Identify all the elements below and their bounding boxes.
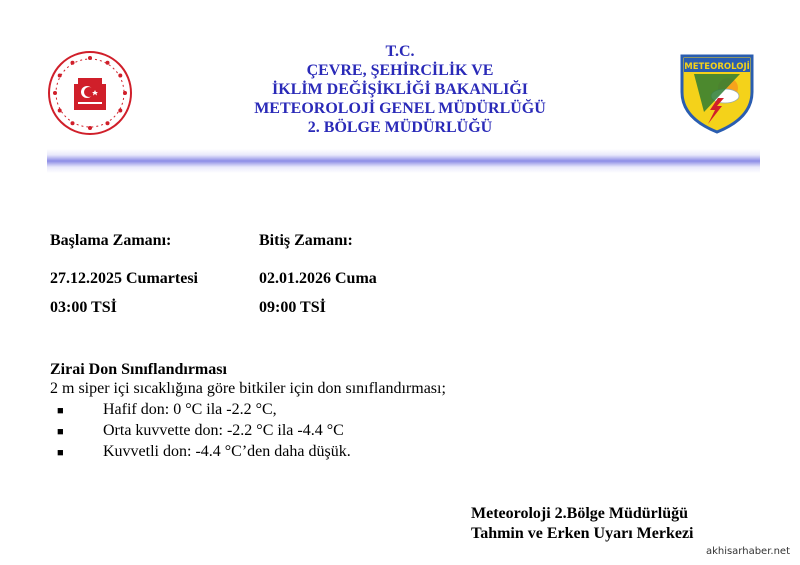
bullet-icon: ■ bbox=[57, 447, 64, 459]
meteoroloji-logo-text: METEOROLOJİ bbox=[684, 62, 750, 72]
start-time-label: Başlama Zamanı: bbox=[50, 232, 172, 249]
classification-intro: 2 m siper içi sıcaklığına göre bitkiler için don sınıflandırması; bbox=[50, 380, 446, 397]
frost-item-severe: Kuvvetli don: -4.4 °C’den daha düşük. bbox=[103, 443, 351, 460]
bullet-icon: ■ bbox=[57, 426, 64, 438]
header-line-ministry-2: İKLİM DEĞİŞİKLİĞİ BAKANLIĞI bbox=[271, 81, 529, 98]
frost-item-moderate: Orta kuvvette don: -2.2 °C ila -4.4 °C bbox=[103, 422, 344, 439]
end-time-label: Bitiş Zamanı: bbox=[259, 232, 353, 249]
frost-item-light: Hafif don: 0 °C ila -2.2 °C, bbox=[103, 401, 277, 418]
footer-center: Tahmin ve Erken Uyarı Merkezi bbox=[471, 525, 694, 542]
bullet-icon: ■ bbox=[57, 405, 64, 417]
header-line-region: 2. BÖLGE MÜDÜRLÜĞÜ bbox=[307, 119, 493, 136]
header-line-ministry-1: ÇEVRE, ŞEHİRCİLİK VE bbox=[306, 62, 494, 79]
start-date-value: 27.12.2025 Cumartesi bbox=[50, 270, 198, 287]
header-line-tc: T.C. bbox=[385, 43, 415, 60]
start-hour-value: 03:00 TSİ bbox=[50, 299, 117, 316]
source-watermark: akhisarhaber.net bbox=[705, 546, 790, 557]
meteoroloji-logo bbox=[680, 52, 754, 134]
header-line-directorate: METEOROLOJİ GENEL MÜDÜRLÜĞÜ bbox=[254, 100, 546, 117]
classification-title: Zirai Don Sınıflandırması bbox=[50, 361, 227, 378]
footer-office: Meteoroloji 2.Bölge Müdürlüğü bbox=[471, 505, 689, 522]
end-hour-value: 09:00 TSİ bbox=[259, 299, 326, 316]
end-date-value: 02.01.2026 Cuma bbox=[259, 270, 377, 287]
header-divider-band bbox=[47, 149, 760, 173]
